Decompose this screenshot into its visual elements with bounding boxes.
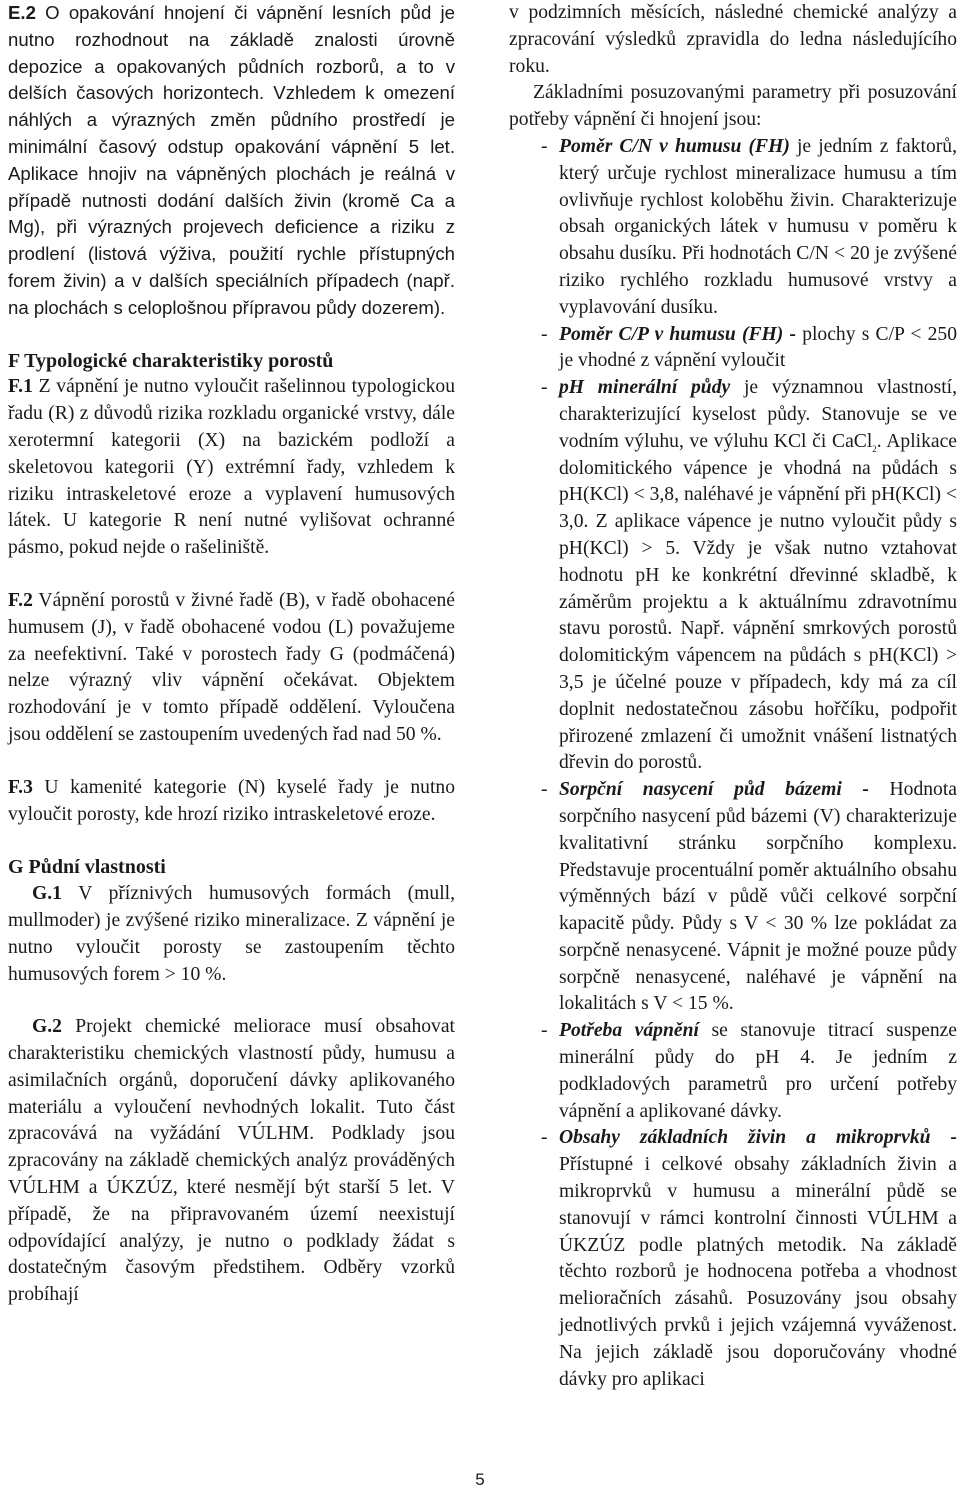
parameter-text: je jedním z faktorů, který určuje rychlost mineralizace humusu a tím ovlivňuje rychlost koloběhu živin. Charakterizuje obsah organických látek v humusu v poměru k obsahu dusíku. Při hodnotách C/N < 20 je zvýšené riziko rychlého rozkladu humusové vrstvy a vyplavování dusíku. xyxy=(559,135,957,318)
paragraph-f1 xyxy=(8,374,455,562)
parameter-text-continued: . Aplikace dolomitického vápence je vhodná na půdách s pH(KCl) < 3,8, naléhavé je vápnění při pH(KCl) < 3,0. Z aplikace vápence je nutno vyloučit půdy s pH(KCl) > 5. Vždy je však nutno vztahovat hodnotu pH ke konkrétní dřevinné skladbě, k záměrům projektu a k aktuálnímu zdravotnímu stavu porostů. Např. vápnění smrkových porostů dolomitickým vápencem na půdách s pH(KCl) > 3,5 je účelné pouze v případech, kdy má za cíl doplnit nedostatečnou zásobu hořčíku, podpořit přirozené zmlazení či umožnit vnášení listnatých dřevin do porostů. xyxy=(559,430,957,774)
section-g-heading: G Půdní vlastnosti xyxy=(8,856,166,879)
list-dash: - xyxy=(541,323,548,345)
paragraph-g1 xyxy=(8,881,455,988)
paragraph-f2 xyxy=(8,588,455,749)
parameter-term: Potřeba vápnění xyxy=(559,1020,699,1042)
page-number: 5 xyxy=(475,1470,485,1489)
parameter-item-cp-ratio xyxy=(509,322,957,376)
list-dash: - xyxy=(541,779,548,801)
item-number-f2: F.2 xyxy=(8,589,33,611)
parameter-item-cn-ratio xyxy=(509,134,957,322)
parameter-item-ph xyxy=(509,375,957,777)
section-f-heading: F Typologické charakteristiky porostů xyxy=(8,349,334,372)
list-dash: - xyxy=(541,1127,548,1149)
list-dash: - xyxy=(541,377,548,399)
parameter-term: Sorpční nasycení půd bázemi - xyxy=(559,779,869,801)
paragraph-e2 xyxy=(8,0,455,322)
parameter-term: Poměr C/P v humusu (FH) - xyxy=(559,323,797,345)
item-number-g2: G.2 xyxy=(32,1016,62,1038)
parameter-text: je významnou vlastností, charakterizující kyselost půdy. Stanovuje se ve vodním výluhu, ve výluhu KCl či CaCl xyxy=(559,377,957,452)
paragraph-g1-text: V příznivých humusových formách (mull, mullmoder) je zvýšené riziko mineralizace. Z vápnění je nutno vyloučit porosty se zastoupením těchto humusových forem > 10 %. xyxy=(8,883,455,985)
parameter-term: pH minerální půdy xyxy=(559,377,731,399)
list-dash: - xyxy=(541,135,548,157)
parameter-item-nutrients xyxy=(509,1125,957,1393)
parameter-text: Přístupné i celkové obsahy základních živin a mikroprvků v humusu a minerální půdě se stanovují v rámci kontrolní činnosti VÚLHM a ÚKZÚZ podle platných metodik. Na základě těchto rozborů je hodnocena potřeba a vhodnost melioračních zásahů. Posuzovány jsou obsahy jednotlivých prvků i jejich vzájemná vyváženost. Na jejich základě jsou doporučovány vhodné dávky pro aplikaci xyxy=(559,1154,957,1390)
parameter-list xyxy=(509,134,957,1393)
left-column xyxy=(8,0,455,1309)
subscript: 2 xyxy=(872,443,877,454)
list-dash: - xyxy=(541,1020,548,1042)
paragraph-f2-text: Vápnění porostů v živné řadě (B), v řadě obohacené humusem (J), v řadě obohacené vodou (L) považujeme za neefektivní. Také v porostech řady G (podmáčená) nelze výrazný vliv vápnění očekávat. Objektem rozhodování je v tomto případě oddělení. Vyloučena jsou oddělení se zastoupením uvedených řad nad 50 %. xyxy=(8,589,455,745)
paragraph-f1-text: Z vápnění je nutno vyloučit rašelinnou typologickou řadu (R) z důvodů rizika rozkladu organické vrstvy, dále xerotermní kategorii (X) na bazickém podloží a skeletovou kategorii (Y) extrémní řady, vzhledem k riziku intraskeletové eroze a vyplavení humusových látek. U kategorie R není nutné vylišovat ochranné pásmo, pokud nejde o rašeliniště. xyxy=(8,376,455,559)
parameter-text: plochy s C/P < 250 je vhodné z vápnění vyloučit xyxy=(559,323,957,372)
paragraph-e2-text: O opakování hnojení či vápnění lesních půd je nutno rozhodnout na základě znalosti úrovně depozice a opakovaných půdních rozborů, a to v delších časových horizontech. Vzhledem k omezení náhlých a výrazných změn půdního prostředí je minimální časový odstup opakování vápnění 5 let. Aplikace hnojiv na vápněných plochách je reálná v případě nutnosti dodání dalších živin (kromě Ca a Mg), při výrazných projevech deficience a riziku z prodlení (listová výživa, použití rychle přístupných forem živin) a v dalších speciálních případech (např. na plochách s celoplošnou přípravou půdy dozerem). xyxy=(8,2,455,318)
item-number-g1: G.1 xyxy=(32,883,62,905)
parameter-text: se stanovuje titrací suspenze minerální půdy do pH 4. Je jedním z podkladových parametrů pro určení potřeby vápnění a aplikované dávky. xyxy=(559,1020,958,1122)
right-column xyxy=(509,0,957,1393)
item-number-f1: F.1 xyxy=(8,376,33,398)
parameter-text: Hodnota sorpčního nasycení půd bázemi (V) charakterizuje kvalitativní stránku sorpčního komplexu. Představuje procentuální poměr aktuálního obsahu výměnných bází v půdě vůči celkové sorpční kapacitě půdy. Půdy s V < 30 % lze pokládat za sorpčně nenasycené. Vápnit je možné pouze půdy sorpčně nenasycené, naléhavé je vápnění na lokalitách s V < 15 %. xyxy=(559,779,957,1015)
paragraph-f3 xyxy=(8,775,455,829)
parameter-item-liming-need xyxy=(509,1018,957,1125)
paragraph-g2 xyxy=(8,1014,455,1309)
paragraph-f3-text: U kamenité kategorie (N) kyselé řady je nutno vyloučit porosty, kde hrozí riziko intraskeletové eroze. xyxy=(8,776,455,825)
parameter-term: Poměr C/N v humusu (FH) xyxy=(559,135,790,157)
item-number-f3: F.3 xyxy=(8,776,33,798)
paragraph-params-intro: Základními posuzovanými parametry při posuzování potřeby vápnění či hnojení jsou: xyxy=(509,82,957,131)
item-number-e2: E.2 xyxy=(8,2,36,23)
paragraph-continuation: v podzimních měsících, následné chemické analýzy a zpracování výsledků zpravidla do ledna následujícího roku. xyxy=(509,2,957,77)
parameter-item-base-saturation xyxy=(509,777,957,1018)
paragraph-g2-text: Projekt chemické meliorace musí obsahovat charakteristiku chemických vlastností půdy, humusu a asimilačních orgánů, doporučení dávky aplikovaného materiálu a vyloučení nevhodných lokalit. Tuto část zpracovává na vyžádání VÚLHM. Podklady jsou zpracovány na základě chemických analýz prováděných VÚLHM a ÚKZÚZ, které nesmějí být starší 5 let. V případě, že na připravovaném území neexistují odpovídající analýzy, je nutno o podklady žádat s dostatečným časovým předstihem. Odběry vzorků probíhají xyxy=(8,1016,455,1306)
parameter-term: Obsahy základních živin a mikroprvků - xyxy=(559,1127,957,1149)
